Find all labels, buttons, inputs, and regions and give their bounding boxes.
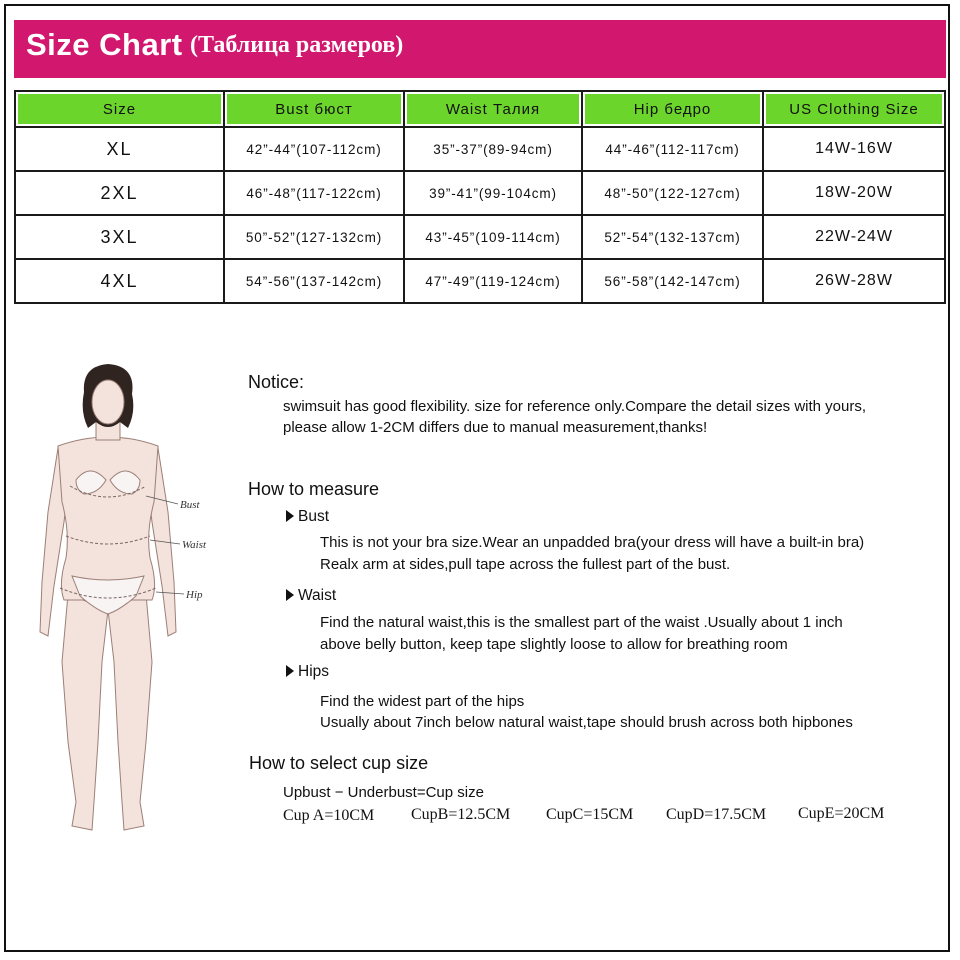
cell-hip: 52”-54”(132-137cm) — [582, 215, 763, 259]
cup-c: CupC=15CM — [546, 806, 634, 823]
cell-waist: 43”-45”(109-114cm) — [404, 215, 582, 259]
size-table — [14, 90, 946, 304]
cell-bust: 50”-52”(127-132cm) — [224, 215, 404, 259]
figure-label-waist: Waist — [182, 539, 207, 551]
cell-size: 4XL — [15, 259, 224, 303]
cell-bust: 54”-56”(137-142cm) — [224, 259, 404, 303]
header-waist: Waist Талия — [404, 91, 582, 127]
cup-a: Cup A=10CM — [283, 807, 375, 824]
notice-heading: Notice: — [248, 372, 305, 392]
cell-us-size: 18W-20W — [763, 171, 945, 215]
figure-label-bust: Bust — [180, 499, 200, 511]
measure-waist-line-2: above belly button, keep tape slightly loose to allow for breathing room — [320, 636, 788, 653]
measure-bust-line-2: Realx arm at sides,pull tape across the fullest part of the bust. — [320, 556, 731, 573]
triangle-bullet-icon — [286, 665, 294, 677]
page-title: Size Chart — [26, 27, 183, 62]
cell-bust: 42”-44”(107-112cm) — [224, 127, 404, 171]
cell-waist: 39”-41”(99-104cm) — [404, 171, 582, 215]
notice-line-2: please allow 1-2CM differs due to manual measurement,thanks! — [283, 419, 708, 436]
cell-waist: 47”-49”(119-124cm) — [404, 259, 582, 303]
cup-e: CupE=20CM — [798, 805, 885, 822]
measure-hips-line-2: Usually about 7inch below natural waist,tape should brush across both hipbones — [320, 714, 853, 731]
table-row — [15, 215, 945, 259]
measure-heading: How to measure — [248, 479, 380, 499]
cup-formula: Upbust − Underbust=Cup size — [283, 784, 484, 801]
figure-label-hip: Hip — [186, 589, 203, 601]
cell-us-size: 26W-28W — [763, 259, 945, 303]
measure-hips-label: Hips — [286, 663, 329, 681]
table-row — [15, 127, 945, 171]
measure-bust-line-1: This is not your bra size.Wear an unpadded bra(your dress will have a built-in bra) — [320, 534, 865, 551]
header-hip: Hip бедро — [582, 91, 763, 127]
notice-line-1: swimsuit has good flexibility. size for reference only.Compare the detail sizes with yours, — [283, 398, 867, 415]
measure-waist-label: Waist — [286, 587, 336, 605]
triangle-bullet-icon — [286, 510, 294, 522]
size-table-header — [15, 91, 945, 127]
cell-waist: 35”-37”(89-94cm) — [404, 127, 582, 171]
cell-size: XL — [15, 127, 224, 171]
cell-hip: 44”-46”(112-117cm) — [582, 127, 763, 171]
title-banner — [14, 20, 946, 78]
cell-size: 2XL — [15, 171, 224, 215]
cell-us-size: 14W-16W — [763, 127, 945, 171]
table-row — [15, 171, 945, 215]
header-bust: Bust бюст — [224, 91, 404, 127]
triangle-bullet-icon — [286, 589, 294, 601]
page-subtitle: (Таблица размеров) — [190, 32, 404, 58]
cup-heading: How to select cup size — [249, 753, 429, 773]
header-size: Size — [15, 91, 224, 127]
measure-bust-label: Bust — [286, 508, 329, 526]
header-us-size: US Clothing Size — [763, 91, 945, 127]
body-measurement-illustration — [28, 362, 228, 844]
cell-hip: 56”-58”(142-147cm) — [582, 259, 763, 303]
cup-d: CupD=17.5CM — [666, 806, 767, 823]
measure-hips-line-1: Find the widest part of the hips — [320, 693, 525, 710]
cell-bust: 46”-48”(117-122cm) — [224, 171, 404, 215]
cup-b: CupB=12.5CM — [411, 806, 511, 823]
table-row — [15, 259, 945, 303]
cell-hip: 48”-50”(122-127cm) — [582, 171, 763, 215]
cell-us-size: 22W-24W — [763, 215, 945, 259]
measure-waist-line-1: Find the natural waist,this is the smallest part of the waist .Usually about 1 inch — [320, 614, 843, 631]
cell-size: 3XL — [15, 215, 224, 259]
